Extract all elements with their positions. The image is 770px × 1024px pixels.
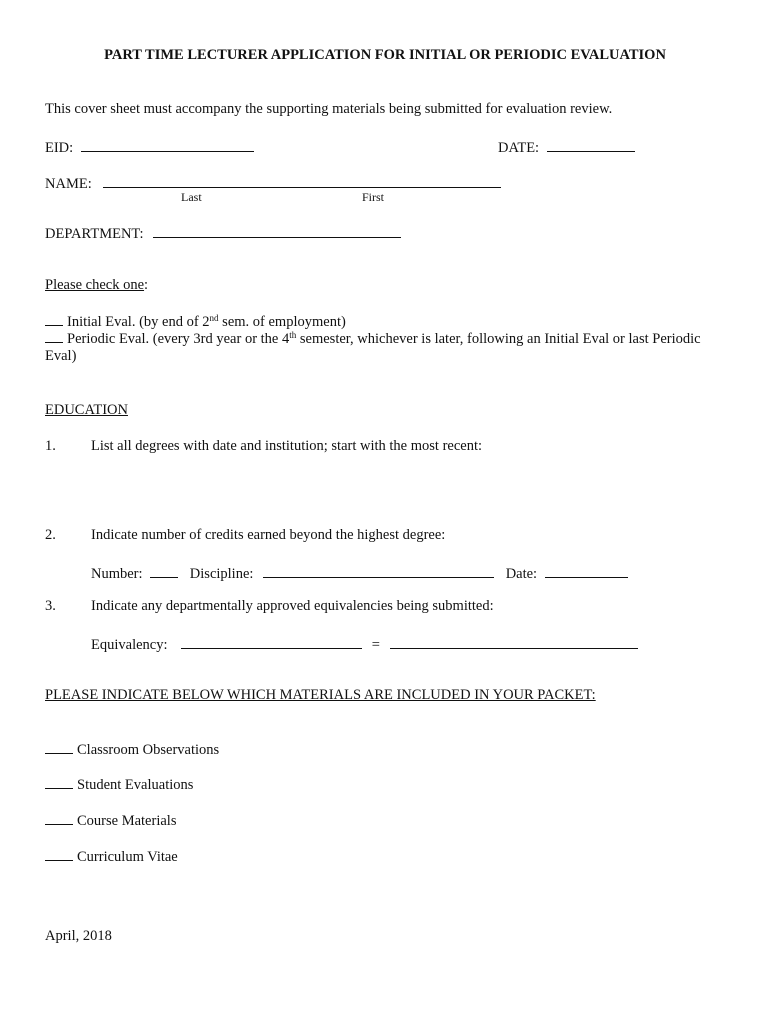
initial-eval-suffix: sem. of employment): [218, 314, 346, 330]
name-field[interactable]: [103, 173, 501, 188]
item2-text: Indicate number of credits earned beyond the highest degree:: [91, 527, 446, 543]
material-label: Student Evaluations: [77, 777, 194, 793]
item1-text: List all degrees with date and institution; start with the most recent:: [91, 438, 483, 454]
material-item[interactable]: [45, 741, 219, 759]
name-label: NAME:: [45, 176, 92, 192]
date-label: DATE:: [498, 140, 540, 156]
equivalency-label: Equivalency:: [91, 637, 168, 653]
check-one-heading: [45, 277, 148, 294]
credits-row: [91, 563, 628, 583]
number-field[interactable]: [150, 563, 178, 578]
item3-text: Indicate any departmentally approved equivalencies being submitted:: [91, 598, 494, 614]
material-checkbox[interactable]: [45, 741, 73, 754]
credits-date-field[interactable]: [545, 563, 628, 578]
credits-date-label: Date:: [505, 566, 538, 582]
check-one-colon: :: [144, 277, 149, 293]
equivalency-row: [91, 634, 638, 654]
initial-eval-text: Initial Eval. (by end of 2: [67, 314, 210, 330]
periodic-eval-checkbox[interactable]: [45, 330, 63, 343]
first-name-caption: First: [362, 190, 385, 204]
check-one-heading-text: Please check one: [45, 277, 145, 293]
material-item[interactable]: [45, 848, 178, 866]
discipline-field[interactable]: [263, 563, 494, 578]
footer-date: April, 2018: [45, 928, 112, 944]
number-label: Number:: [91, 566, 143, 582]
material-label: Classroom Observations: [77, 742, 220, 758]
eid-row: [45, 137, 254, 157]
eid-field[interactable]: [81, 137, 254, 152]
periodic-eval-continuation: Eval): [45, 348, 77, 364]
material-checkbox[interactable]: [45, 848, 73, 861]
discipline-label: Discipline:: [189, 566, 254, 582]
periodic-eval-text: Periodic Eval. (every 3rd year or the 4: [67, 331, 290, 347]
initial-eval-option[interactable]: [45, 313, 346, 331]
initial-eval-checkbox[interactable]: [45, 313, 63, 326]
materials-heading: PLEASE INDICATE BELOW WHICH MATERIALS ARE INCLUDED IN YOUR PACKET:: [45, 687, 596, 703]
material-item[interactable]: [45, 812, 176, 830]
page-title: PART TIME LECTURER APPLICATION FOR INITIAL OR PERIODIC EVALUATION: [104, 47, 666, 63]
department-field[interactable]: [153, 223, 401, 238]
department-row: [45, 223, 401, 243]
item3-number: 3.: [45, 598, 56, 614]
education-heading: EDUCATION: [45, 402, 128, 418]
periodic-eval-suffix: semester, whichever is later, following an Initial Eval or last Periodic: [296, 331, 701, 347]
equals-sign: =: [371, 637, 380, 653]
date-field[interactable]: [547, 137, 635, 152]
equivalency-field[interactable]: [181, 634, 362, 649]
material-checkbox[interactable]: [45, 776, 73, 789]
name-row: [45, 173, 501, 193]
intro-text: This cover sheet must accompany the supporting materials being submitted for evaluation review.: [45, 101, 613, 117]
material-checkbox[interactable]: [45, 812, 73, 825]
eid-label: EID:: [45, 140, 74, 156]
item2-number: 2.: [45, 527, 56, 543]
item1-number: 1.: [45, 438, 56, 454]
material-item[interactable]: [45, 776, 193, 794]
department-label: DEPARTMENT:: [45, 226, 144, 242]
initial-eval-sup: nd: [209, 313, 219, 323]
material-label: Course Materials: [77, 813, 177, 829]
equivalency-value-field[interactable]: [390, 634, 638, 649]
material-label: Curriculum Vitae: [77, 849, 178, 865]
periodic-eval-option[interactable]: [45, 330, 701, 348]
periodic-eval-sup: th: [289, 330, 297, 340]
last-name-caption: Last: [181, 190, 202, 204]
date-row: [498, 137, 635, 157]
